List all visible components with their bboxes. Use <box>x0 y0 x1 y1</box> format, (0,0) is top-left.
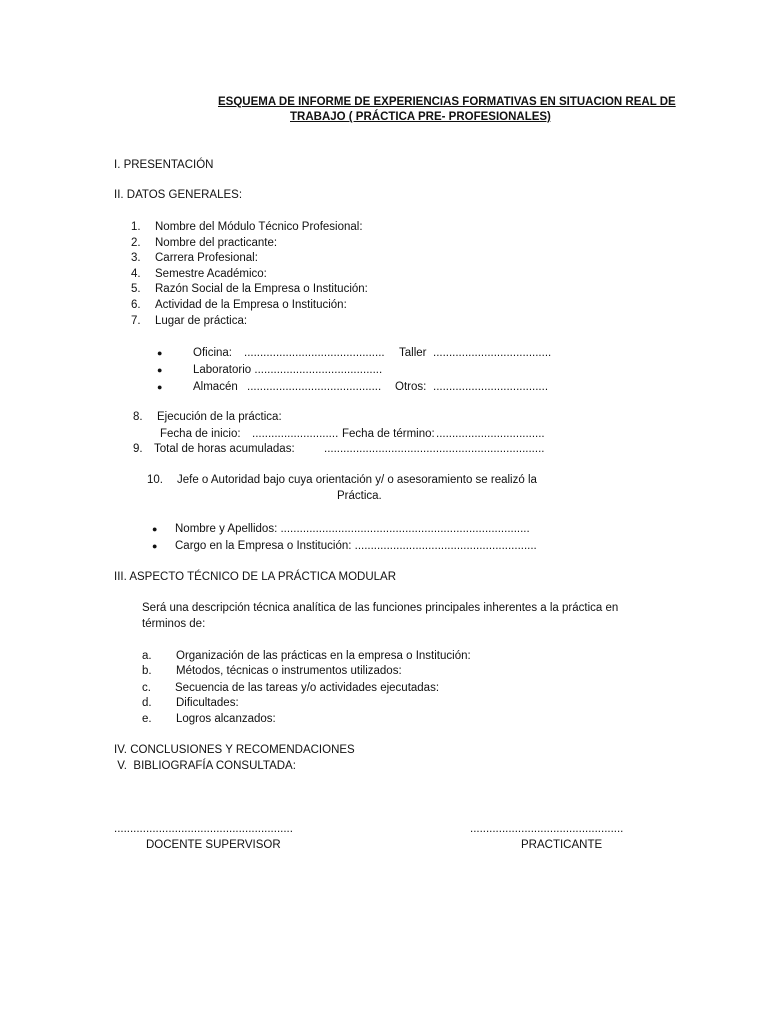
bullet-icon: ● <box>157 348 163 358</box>
bullet-icon: ● <box>157 365 163 375</box>
fecha-inicio-dots: ........................... <box>252 428 339 440</box>
list-item-number: 8. <box>133 411 143 423</box>
aspecto-description-2: términos de: <box>142 618 206 630</box>
list-item-number: 6. <box>131 299 141 311</box>
list-item-letter: b. <box>142 665 152 677</box>
list-item: Semestre Académico: <box>155 268 267 280</box>
almacen-dots: .......................................... <box>247 381 382 393</box>
list-item: Dificultades: <box>176 697 239 709</box>
document-title-line-2: TRABAJO ( PRÁCTICA PRE- PROFESIONALES) <box>290 111 551 123</box>
list-item: Lugar de práctica: <box>155 315 248 327</box>
fecha-inicio-label: Fecha de inicio: <box>160 428 241 440</box>
jefe-autoridad-text: Jefe o Autoridad bajo cuya orientación y/ o asesoramiento se realizó la <box>177 474 537 486</box>
list-item-number: 2. <box>131 237 141 249</box>
total-horas-dots: ..................................................................... <box>324 443 545 455</box>
section-bibliografia: V. BIBLIOGRAFÍA CONSULTADA: <box>114 760 296 772</box>
list-item-number: 7. <box>131 315 141 327</box>
list-item: Razón Social de la Empresa o Institución: <box>155 283 368 295</box>
cargo-field: Cargo en la Empresa o Institución: ......................................................... <box>175 540 537 552</box>
list-item-number: 9. <box>133 443 143 455</box>
list-item: Secuencia de las tareas y/o actividades ejecutadas: <box>175 682 440 694</box>
taller-dots: ..................................... <box>433 347 552 359</box>
list-item-number: 1. <box>131 221 141 233</box>
list-item-letter: e. <box>142 713 152 725</box>
docente-signature-line: ........................................................ <box>114 823 293 835</box>
fecha-termino-label: Fecha de término: <box>342 428 435 440</box>
list-item: Nombre del practicante: <box>155 237 278 249</box>
list-item: Organización de las prácticas en la empresa o Institución: <box>176 650 471 662</box>
list-item: Nombre del Módulo Técnico Profesional: <box>155 221 363 233</box>
nombre-apellidos-field: Nombre y Apellidos: .............................................................................. <box>175 523 530 535</box>
otros-label: Otros: <box>395 381 427 393</box>
list-item-number: 5. <box>131 283 141 295</box>
section-datos-generales: II. DATOS GENERALES: <box>114 189 243 201</box>
list-item-number: 10. <box>147 474 163 486</box>
fecha-termino-dots: .................................. <box>436 428 545 440</box>
laboratorio-label: Laboratorio ........................................ <box>193 364 383 376</box>
aspecto-description: Será una descripción técnica analítica de las funciones principales inherentes a la práctica en <box>142 602 619 614</box>
list-item: Carrera Profesional: <box>155 252 258 264</box>
bullet-icon: ● <box>152 524 158 534</box>
section-aspecto-tecnico: III. ASPECTO TÉCNICO DE LA PRÁCTICA MODULAR <box>114 571 397 583</box>
list-item-letter: d. <box>142 697 152 709</box>
list-item-letter: c. <box>142 682 151 694</box>
list-item: Logros alcanzados: <box>176 713 276 725</box>
bullet-icon: ● <box>157 382 163 392</box>
ejecucion-label: Ejecución de la práctica: <box>157 411 282 423</box>
docente-supervisor-label: DOCENTE SUPERVISOR <box>146 839 281 851</box>
taller-label: Taller <box>399 347 427 359</box>
section-conclusiones: IV. CONCLUSIONES Y RECOMENDACIONES <box>114 744 355 756</box>
practicante-label: PRACTICANTE <box>521 839 603 851</box>
list-item: Métodos, técnicas o instrumentos utilizados: <box>176 665 402 677</box>
oficina-label: Oficina: <box>193 347 232 359</box>
list-item-letter: a. <box>142 650 152 662</box>
practicante-signature-line: ................................................ <box>470 823 624 835</box>
list-item: Actividad de la Empresa o Institución: <box>155 299 347 311</box>
bullet-icon: ● <box>152 541 158 551</box>
oficina-dots: ............................................ <box>244 347 385 359</box>
otros-dots: .................................... <box>433 381 549 393</box>
total-horas-label: Total de horas acumuladas: <box>154 443 295 455</box>
document-title-line-1: ESQUEMA DE INFORME DE EXPERIENCIAS FORMATIVAS EN SITUACION REAL DE <box>218 96 676 108</box>
section-presentacion: I. PRESENTACIÓN <box>114 159 214 171</box>
list-item-number: 4. <box>131 268 141 280</box>
list-item-number: 3. <box>131 252 141 264</box>
jefe-autoridad-text-2: Práctica. <box>337 490 382 502</box>
almacen-label: Almacén <box>193 381 238 393</box>
